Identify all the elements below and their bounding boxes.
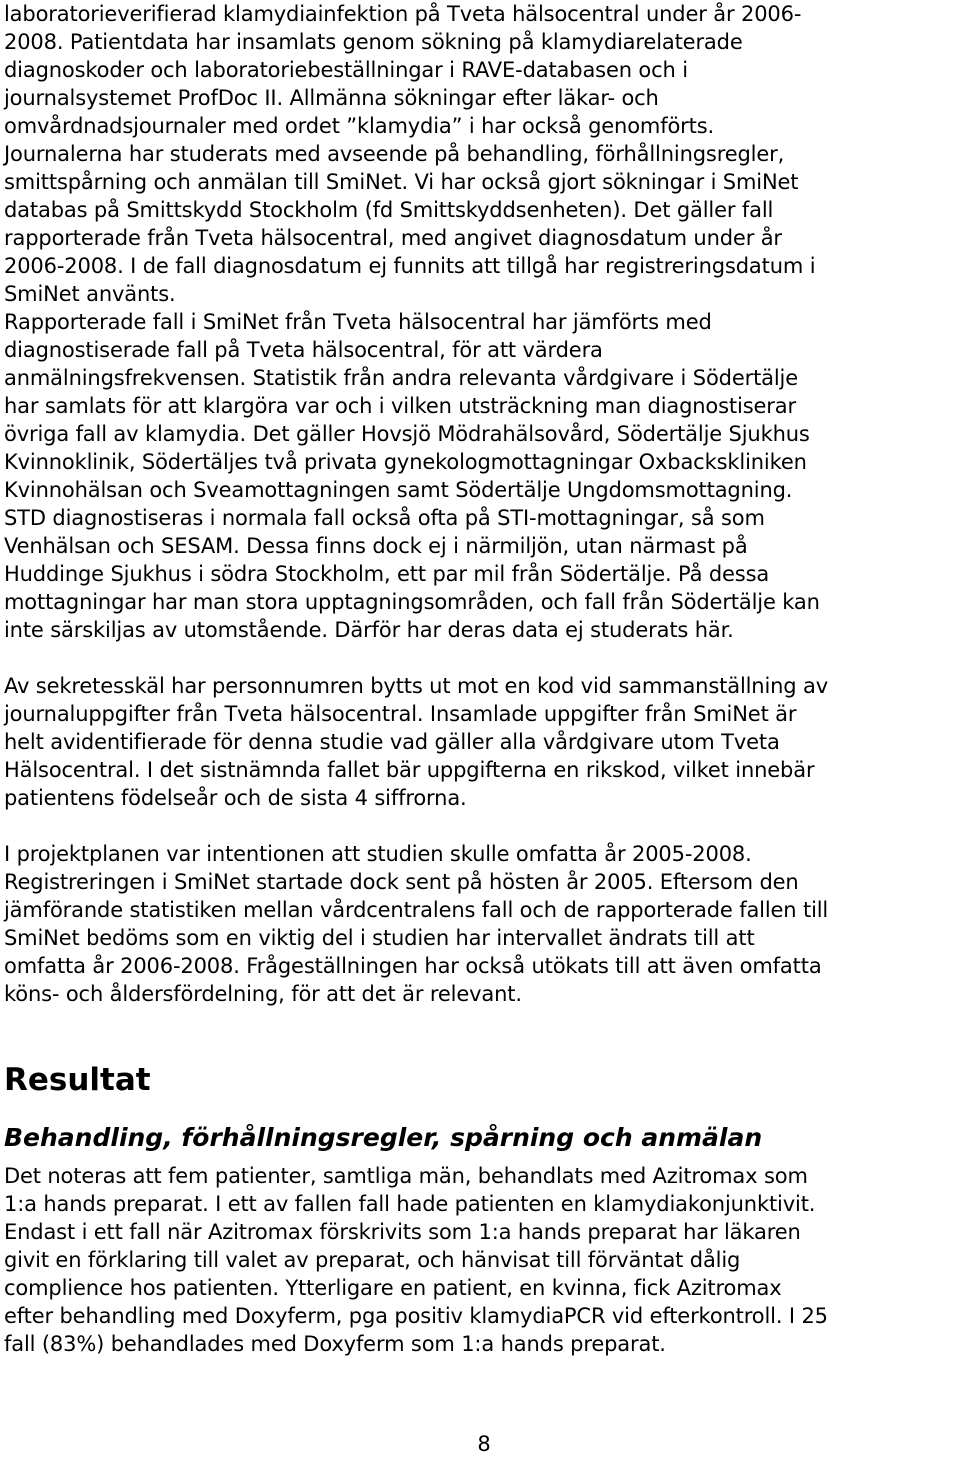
results-paragraph [4, 1162, 960, 1358]
text-line: anmälningsfrekvensen. Statistik från andra relevanta vårdgivare i Södertälje [4, 366, 799, 390]
project-plan-paragraph [4, 840, 960, 1008]
text-line: mottagningar har man stora upptagningsområden, och fall från Södertälje kan [4, 590, 820, 614]
text-line: 2008. Patientdata har insamlats genom sökning på klamydiarelaterade [4, 30, 743, 54]
text-line: Registreringen i SmiNet startade dock sent på hösten år 2005. Eftersom den [4, 870, 799, 894]
text-line: 2006-2008. I de fall diagnosdatum ej funnits att tillgå har registreringsdatum i [4, 254, 816, 278]
text-line: Rapporterade fall i SmiNet från Tveta hälsocentral har jämförts med [4, 310, 712, 334]
text-line: Endast i ett fall när Azitromax förskrivits som 1:a hands preparat har läkaren [4, 1220, 801, 1244]
text-line: I projektplanen var intentionen att studien skulle omfatta år 2005-2008. [4, 842, 752, 866]
text-line: SmiNet använts. [4, 282, 176, 306]
text-line: Av sekretesskäl har personnumren bytts ut mot en kod vid sammanställning av [4, 674, 829, 698]
text-line: Hälsocentral. I det sistnämnda fallet bär uppgifterna en rikskod, vilket innebär [4, 758, 815, 782]
section-heading: Resultat [4, 1062, 151, 1098]
text-line: laboratorieverifierad klamydiainfektion på Tveta hälsocentral under år 2006- [4, 2, 802, 26]
text-line: Huddinge Sjukhus i södra Stockholm, ett par mil från Södertälje. På dessa [4, 562, 770, 586]
text-line: databas på Smittskydd Stockholm (fd Smittskyddsenheten). Det gäller fall [4, 198, 774, 222]
text-line: diagnostiserade fall på Tveta hälsocentral, för att värdera [4, 338, 603, 362]
comparison-paragraph [4, 308, 960, 644]
subsection-heading: Behandling, förhållningsregler, spårning och anmälan [4, 1123, 763, 1152]
text-line: övriga fall av klamydia. Det gäller Hovsjö Mödrahälsovård, Södertälje Sjukhus [4, 422, 810, 446]
text-line: Kvinnohälsan och Sveamottagningen samt Södertälje Ungdomsmottagning. [4, 478, 793, 502]
text-line: givit en förklaring till valet av preparat, och hänvisat till förväntat dålig [4, 1248, 741, 1272]
text-line: efter behandling med Doxyferm, pga positiv klamydiaPCR vid efterkontroll. I 25 [4, 1304, 828, 1328]
text-line: jämförande statistiken mellan vårdcentralens fall och de rapporterade fallen till [4, 898, 829, 922]
document-page [4, 0, 960, 1358]
page-number: 8 [477, 1432, 491, 1456]
text-line: fall (83%) behandlades med Doxyferm som 1:a hands preparat. [4, 1332, 666, 1356]
text-line: Journalerna har studerats med avseende på behandling, förhållningsregler, [4, 142, 785, 166]
text-line: SmiNet bedöms som en viktig del i studien har intervallet ändrats till att [4, 926, 755, 950]
text-line: inte särskiljas av utomstående. Därför har deras data ej studerats här. [4, 618, 734, 642]
text-line: köns- och åldersfördelning, för att det är relevant. [4, 982, 522, 1006]
text-line: omfatta år 2006-2008. Frågeställningen har också utökats till att även omfatta [4, 954, 822, 978]
text-line: Det noteras att fem patienter, samtliga män, behandlats med Azitromax som [4, 1164, 808, 1188]
text-line: Venhälsan och SESAM. Dessa finns dock ej i närmiljön, utan närmast på [4, 534, 748, 558]
text-line: journalsystemet ProfDoc II. Allmänna sökningar efter läkar- och [4, 86, 659, 110]
text-line: complience hos patienten. Ytterligare en patient, en kvinna, fick Azitromax [4, 1276, 782, 1300]
text-line: omvårdnadsjournaler med ordet ”klamydia” i har också genomförts. [4, 114, 715, 138]
privacy-paragraph [4, 672, 960, 812]
text-line: smittspårning och anmälan till SmiNet. Vi har också gjort sökningar i SmiNet [4, 170, 799, 194]
text-line: patientens födelseår och de sista 4 siffrorna. [4, 786, 467, 810]
text-line: helt avidentifierade för denna studie vad gäller alla vårdgivare utom Tveta [4, 730, 780, 754]
text-line: rapporterade från Tveta hälsocentral, med angivet diagnosdatum under år [4, 226, 782, 250]
method-paragraph [4, 0, 960, 308]
text-line: journaluppgifter från Tveta hälsocentral. Insamlade uppgifter från SmiNet är [4, 702, 797, 726]
text-line: har samlats för att klargöra var och i vilken utsträckning man diagnostiserar [4, 394, 796, 418]
text-line: STD diagnostiseras i normala fall också ofta på STI-mottagningar, så som [4, 506, 765, 530]
text-line: Kvinnoklinik, Södertäljes två privata gynekologmottagningar Oxbackskliniken [4, 450, 807, 474]
text-line: 1:a hands preparat. I ett av fallen fall hade patienten en klamydiakonjunktivit. [4, 1192, 816, 1216]
text-line: diagnoskoder och laboratoriebeställningar i RAVE-databasen och i [4, 58, 688, 82]
